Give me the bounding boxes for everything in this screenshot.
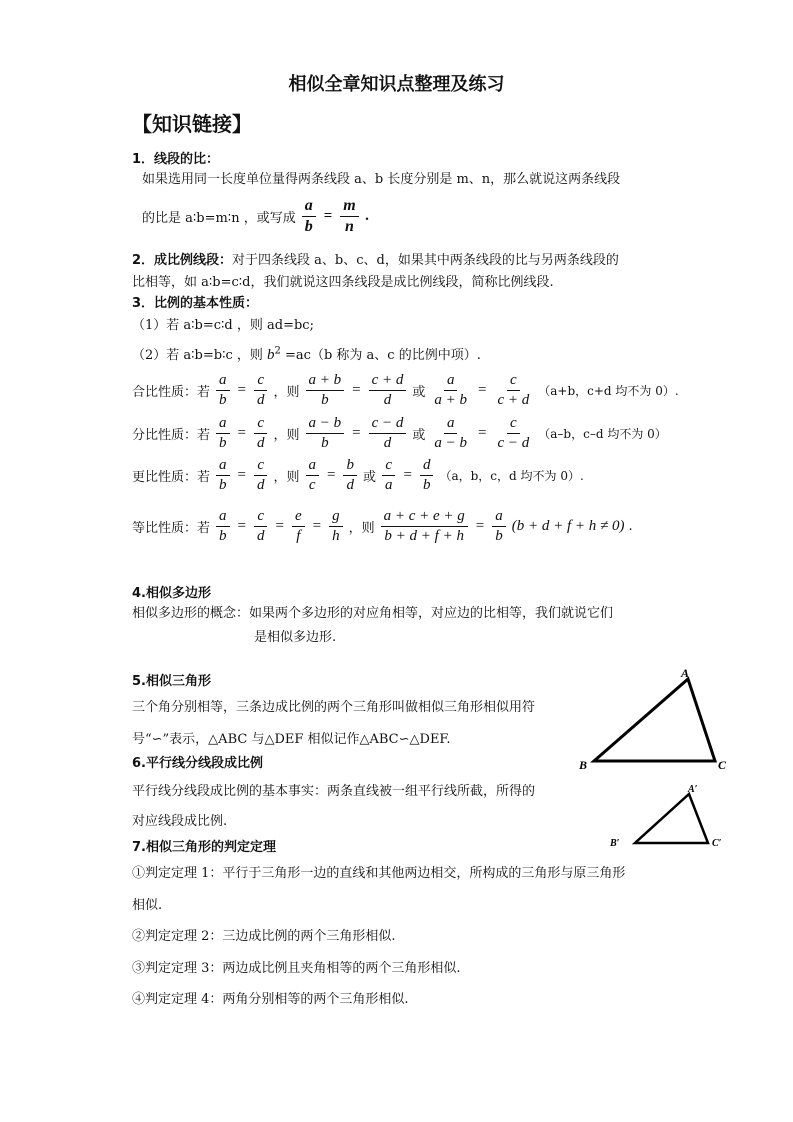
then: ，则: [273, 385, 300, 400]
s3-p2-suffix: =ac（b 称为 a、c 的比例中项）.: [280, 348, 481, 363]
frac-num: a: [302, 198, 316, 217]
note: （a+b，c+d 均不为 0）.: [538, 384, 679, 398]
s3-heading: 3．比例的基本性质：: [132, 296, 259, 311]
equals: =: [352, 382, 361, 398]
vertex-label-b-prime: B′: [610, 838, 620, 849]
num: b: [343, 458, 357, 476]
s5-heading: 5.相似三角形: [132, 674, 211, 689]
fraction: [492, 509, 506, 544]
condition: (b + d + f + h ≠ 0): [511, 518, 625, 534]
num: a: [306, 458, 320, 476]
s7-theorem1: ①判定定理 1：平行于三角形一边的直线和其他两边相交，所构成的三角形与原三角形: [132, 866, 626, 881]
num: g: [329, 509, 343, 527]
equals: =: [475, 518, 485, 534]
den: d: [256, 528, 265, 544]
triangle-abc: [575, 665, 740, 775]
num: e: [292, 509, 305, 527]
vertex-label-c: C: [718, 758, 727, 772]
prop-label: 等比性质：若: [132, 521, 211, 536]
fraction: [494, 373, 532, 408]
frac-num: m: [340, 198, 358, 217]
den: b: [219, 528, 227, 544]
triangle-abc-shape: [594, 679, 715, 761]
den: h: [332, 528, 340, 544]
fraction: [431, 416, 470, 451]
num: d: [420, 458, 434, 476]
page-title: 相似全章知识点整理及练习: [288, 74, 505, 95]
equals: =: [237, 425, 246, 441]
num: c: [507, 373, 520, 391]
s1-line1: 如果选用同一长度单位量得两条线段 a、b 长度分别是 m、n，那么就说这两条线段: [142, 172, 621, 187]
or: 或: [412, 385, 426, 400]
fraction: [254, 509, 268, 544]
s3-p2-prefix: （2）若 a∶b=b∶c ，则: [132, 348, 263, 363]
den: b: [219, 392, 227, 408]
num: a − b: [306, 416, 345, 434]
then: ，则: [348, 521, 375, 536]
den: d: [256, 435, 265, 451]
den: b: [495, 528, 503, 544]
s2-line1: [132, 249, 619, 268]
num: a + c + e + g: [381, 509, 468, 527]
num: c: [507, 416, 520, 434]
s2-text: 对于四条线段 a、b、c、d，如果其中两条线段的比与另两条线段的: [232, 253, 619, 268]
num: a: [216, 416, 230, 434]
var-b: b: [267, 347, 275, 363]
s3-p2: [132, 344, 481, 364]
equals: =: [352, 425, 361, 441]
num: c + d: [369, 373, 407, 391]
den: a: [384, 477, 393, 493]
den: d: [256, 392, 265, 408]
s6-line1: 平行线分线段成比例的基本事实：两条直线被一组平行线所截，所得的: [132, 784, 536, 799]
prop-fenbi: [132, 416, 667, 451]
num: c: [254, 373, 267, 391]
s1-line2: [142, 198, 369, 235]
fraction: [216, 458, 230, 493]
num: a: [216, 458, 230, 476]
num: c: [254, 416, 267, 434]
den: d: [383, 392, 392, 408]
equals: =: [237, 382, 246, 398]
s4-line2: 是相似多边形.: [254, 630, 337, 645]
equals: =: [312, 518, 322, 534]
period: .: [628, 519, 633, 534]
prop-gengbi: [132, 458, 584, 493]
fraction: [254, 458, 268, 493]
fraction: [306, 458, 320, 493]
s2-heading: 2．成比例线段：: [132, 253, 233, 268]
fraction-a-over-b: [302, 198, 316, 235]
fraction: [431, 373, 470, 408]
den: a − b: [434, 435, 468, 451]
fraction: [216, 416, 230, 451]
fraction: [369, 416, 407, 451]
vertex-label-a-prime: A′: [688, 784, 698, 795]
den: d: [256, 477, 265, 493]
prop-dengbi: [132, 509, 633, 544]
den: d: [383, 435, 392, 451]
num: c: [254, 458, 267, 476]
or: 或: [362, 470, 376, 485]
den: b: [219, 435, 227, 451]
s7-theorem1-cont: 相似.: [132, 898, 163, 913]
den: c − d: [497, 435, 530, 451]
den: c + d: [497, 392, 530, 408]
den: f: [296, 528, 301, 544]
equals: =: [237, 467, 246, 483]
num: c: [254, 509, 267, 527]
den: c: [308, 477, 316, 493]
then: ，则: [273, 470, 300, 485]
num: c − d: [369, 416, 407, 434]
fraction: [343, 458, 357, 493]
num: a + b: [306, 373, 345, 391]
den: b: [219, 477, 227, 493]
note: （a，b，c，d 均不为 0）.: [439, 469, 584, 483]
section-heading: 【知识链接】: [132, 112, 252, 136]
s4-heading: 4.相似多边形: [132, 586, 211, 601]
fraction: [329, 509, 343, 544]
triangle-abc-prime: [605, 780, 740, 850]
equals: =: [237, 518, 246, 534]
equals: =: [403, 467, 412, 483]
fraction: [382, 458, 396, 493]
prop-label: 合比性质：若: [132, 385, 211, 400]
num: c: [382, 458, 395, 476]
s6-line2: 对应线段成比例.: [132, 814, 228, 829]
s2-line2: 比相等，如 a∶b=c∶d，我们就说这四条线段是成比例线段，简称比例线段.: [132, 275, 554, 290]
fraction: [381, 509, 468, 544]
den: b: [321, 392, 329, 408]
then: ，则: [273, 428, 300, 443]
prop-label: 更比性质：若: [132, 470, 211, 485]
vertex-label-a: A: [681, 666, 690, 680]
equals: =: [275, 518, 284, 534]
fraction: [494, 416, 532, 451]
superscript: 2: [274, 345, 281, 357]
fraction: [254, 373, 268, 408]
num: a: [444, 416, 458, 434]
equals: =: [478, 425, 487, 441]
frac-den: b: [304, 218, 313, 235]
fraction: [254, 416, 268, 451]
num: a: [492, 509, 506, 527]
s1-line2-text: 的比是 a∶b=m∶n ，或写成: [142, 211, 296, 226]
fraction: [369, 373, 407, 408]
fraction-m-over-n: [340, 198, 358, 235]
s6-heading: 6.平行线分线段成比例: [132, 756, 263, 771]
s5-line2: 号“∽”表示，△ABC 与△DEF 相似记作△ABC∽△DEF.: [132, 732, 451, 747]
equals-sign: =: [323, 208, 333, 224]
num: a: [444, 373, 458, 391]
den: a + b: [434, 392, 468, 408]
equals: =: [327, 467, 336, 483]
frac-den: n: [345, 218, 354, 235]
prop-label: 分比性质：若: [132, 428, 211, 443]
den: b: [321, 435, 329, 451]
den: b + d + f + h: [384, 528, 464, 544]
s7-theorem4: ④判定定理 4：两角分别相等的两个三角形相似.: [132, 992, 409, 1007]
num: a: [216, 373, 230, 391]
fraction: [306, 416, 345, 451]
s5-line1: 三个角分别相等，三条边成比例的两个三角形叫做相似三角形相似用符: [132, 700, 536, 715]
triangle-abc-prime-shape: [635, 794, 708, 843]
den: b: [422, 477, 431, 493]
fraction: [306, 373, 345, 408]
vertex-label-c-prime: C′: [712, 838, 722, 849]
s7-theorem3: ③判定定理 3：两边成比例且夹角相等的两个三角形相似.: [132, 961, 461, 976]
s7-heading: 7.相似三角形的判定定理: [132, 840, 276, 855]
equals: =: [478, 382, 487, 398]
fraction: [216, 509, 230, 544]
num: a: [216, 509, 230, 527]
vertex-label-b: B: [579, 758, 588, 772]
s3-p1: （1）若 a∶b=c∶d ，则 ad=bc;: [132, 318, 314, 333]
fraction: [292, 509, 305, 544]
note: （a–b，c–d 均不为 0）: [538, 427, 667, 441]
fraction: [420, 458, 434, 493]
period: .: [364, 209, 370, 224]
den: d: [346, 477, 354, 493]
s1-heading: 1．线段的比：: [132, 152, 220, 167]
s7-theorem2: ②判定定理 2：三边成比例的两个三角形相似.: [132, 929, 396, 944]
prop-hebi: [132, 373, 679, 408]
s4-line1: 相似多边形的概念：如果两个多边形的对应角相等，对应边的比相等，我们就说它们: [132, 606, 614, 621]
fraction: [216, 373, 230, 408]
or: 或: [412, 428, 426, 443]
